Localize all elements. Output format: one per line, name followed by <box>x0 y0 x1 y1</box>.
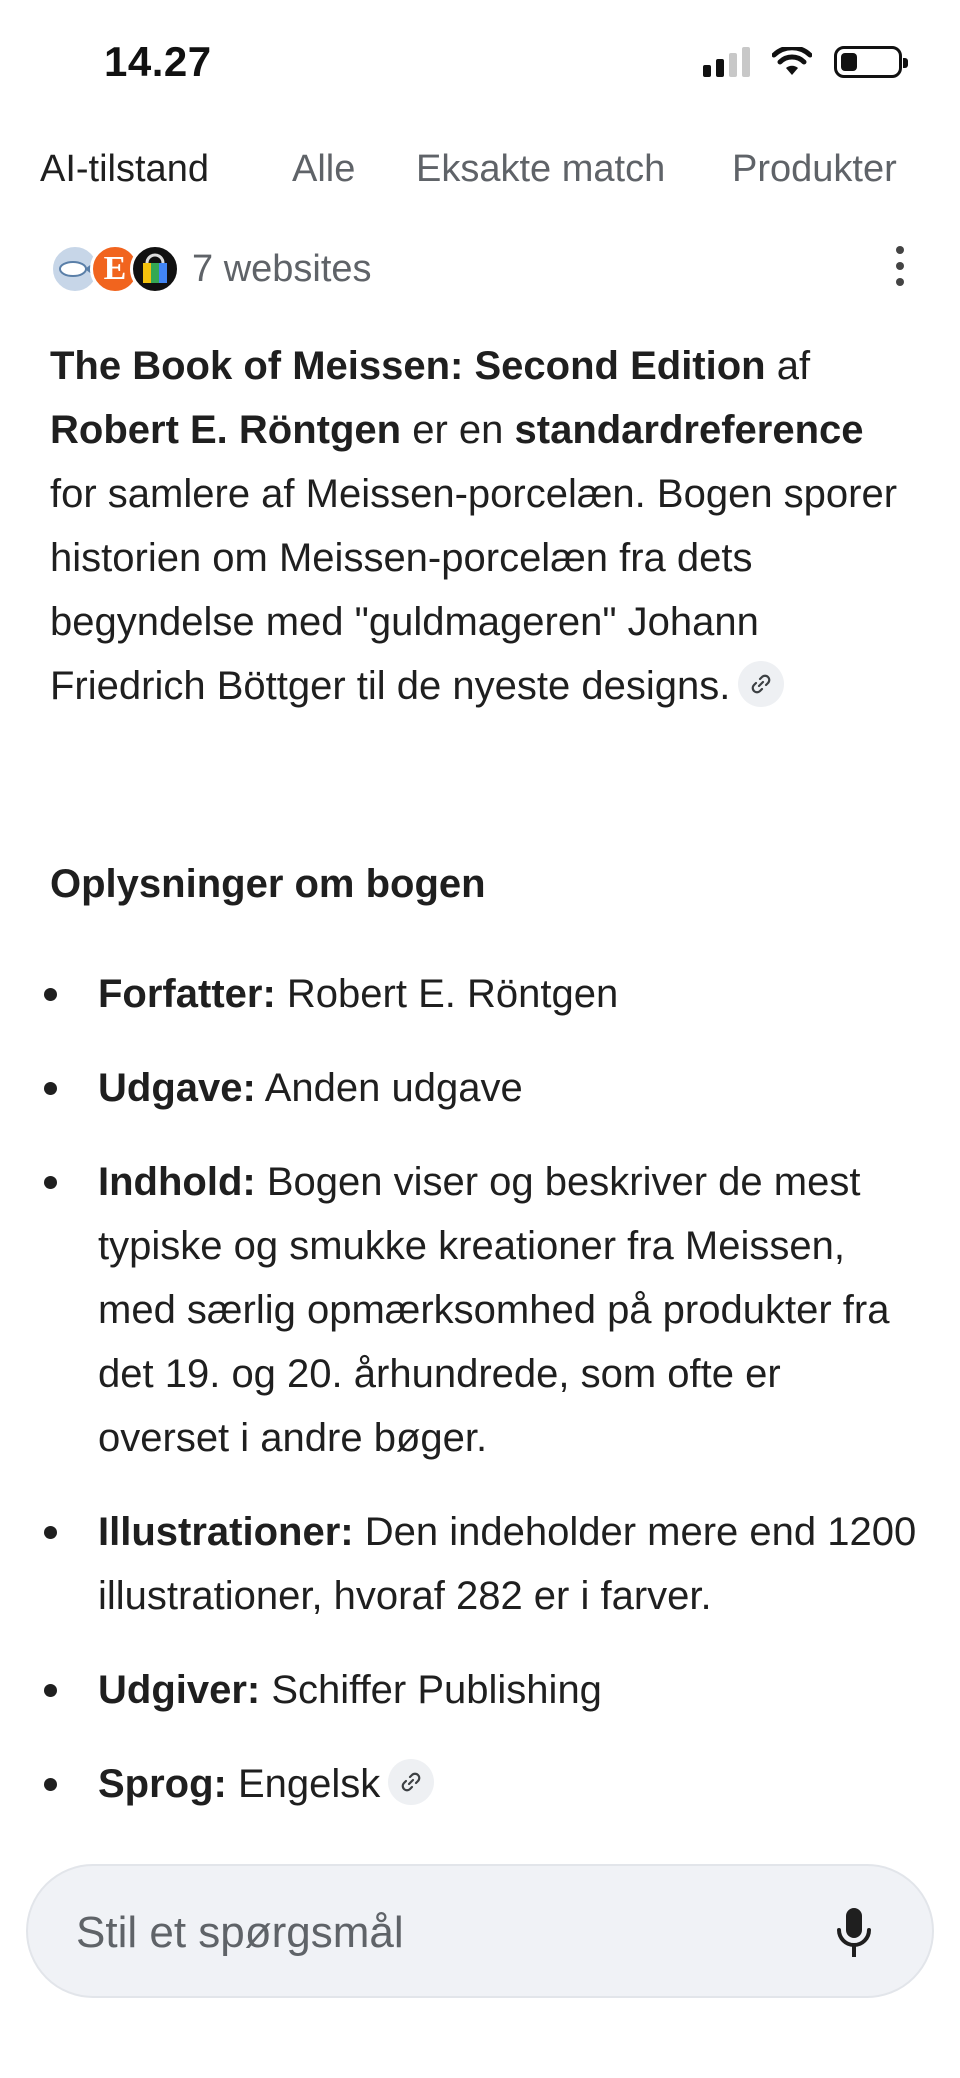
source-favicons <box>50 241 182 297</box>
list-item: Udgiver: Schiffer Publishing <box>0 1658 960 1722</box>
author-name: Robert E. Röntgen <box>50 408 402 452</box>
bullet-icon <box>44 1684 57 1697</box>
status-icons <box>703 46 902 78</box>
ask-input-bar[interactable] <box>26 1864 934 1998</box>
microphone-icon[interactable] <box>834 1904 874 1964</box>
tab-products[interactable]: Produkter <box>732 148 897 190</box>
source-link-button[interactable] <box>388 1759 434 1805</box>
search-mode-tabs <box>0 148 960 208</box>
list-item: Udgave: Anden udgave <box>0 1056 960 1120</box>
book-title: The Book of Meissen: Second Edition <box>50 344 766 388</box>
tab-ai-mode[interactable]: AI-tilstand <box>40 148 209 190</box>
highlight-term: standardreference <box>514 408 864 452</box>
book-facts-list <box>0 962 960 1846</box>
list-item: Indhold: Bogen viser og beskriver de mest typiske og smukke kreationer fra Meissen, med særlig opmærksomhed på produkter fra det 19. og 20. århundrede, som ofte er overset i andre bøger. <box>0 1150 960 1470</box>
bullet-icon <box>44 988 57 1001</box>
tab-exact-match[interactable]: Eksakte match <box>416 148 666 190</box>
more-options-icon[interactable] <box>890 246 910 286</box>
list-item: Illustrationer: Den indeholder mere end 1200 illustrationer, hvoraf 282 er i farver. <box>0 1500 960 1628</box>
list-item: Sprog: Engelsk <box>0 1752 960 1816</box>
sources-row[interactable] <box>50 238 910 300</box>
list-item: Forfatter: Robert E. Röntgen <box>0 962 960 1026</box>
bullet-icon <box>44 1778 57 1791</box>
cellular-signal-icon <box>703 47 750 77</box>
ask-input-placeholder[interactable]: Stil et spørgsmål <box>76 1908 404 1957</box>
bullet-icon <box>44 1082 57 1095</box>
ai-answer-paragraph: The Book of Meissen: Second Edition af Robert E. Röntgen er en standardreference for samlere af Meissen-porcelæn. Bogen sporer historien om Meissen-porcelæn fra dets begyndelse med "guldmageren" Johann Friedrich Böttger til de nyeste designs. <box>50 344 898 708</box>
etsy-logo-icon: E <box>90 244 140 294</box>
source-link-button[interactable] <box>738 661 784 707</box>
battery-level <box>841 53 857 71</box>
bullet-icon <box>44 1176 57 1189</box>
status-bar <box>0 0 960 120</box>
bullet-icon <box>44 1526 57 1539</box>
battery-icon <box>834 46 902 78</box>
clock: 14.27 <box>104 38 212 85</box>
link-icon <box>399 1770 423 1794</box>
sources-count: 7 websites <box>192 247 372 290</box>
bag-logo-icon <box>130 244 180 294</box>
link-icon <box>749 672 773 696</box>
tab-all[interactable]: Alle <box>292 148 356 190</box>
wifi-icon <box>772 47 812 77</box>
section-title: Oplysninger om bogen <box>50 862 486 906</box>
